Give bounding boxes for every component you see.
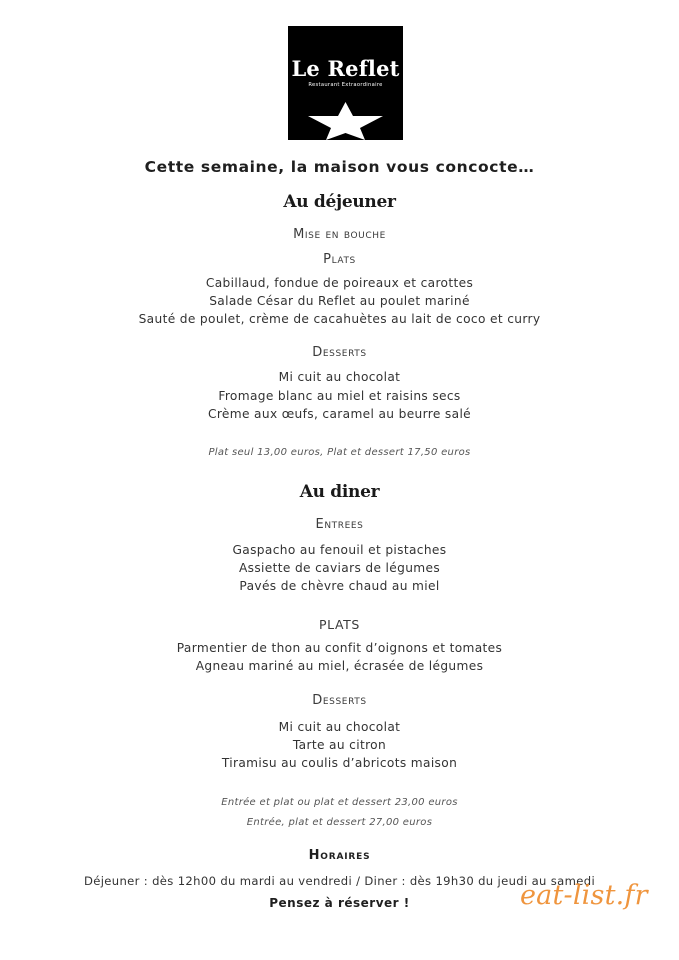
lunch-plat: Sauté de poulet, crème de cacahuètes au lait de coco et curry	[138, 312, 541, 326]
dinner-desserts-title: Desserts	[312, 693, 367, 708]
logo-name: Le Reflet	[291, 56, 400, 81]
lunch-dessert: Crème aux œufs, caramel au beurre salé	[207, 407, 472, 421]
star-icon	[308, 102, 383, 140]
dinner-plat: Agneau mariné au miel, écrasée de légumes	[195, 659, 484, 673]
reservation-reminder: Pensez à réserver !	[269, 896, 410, 910]
dinner-plat: Parmentier de thon au confit d’oignons et tomates	[176, 641, 503, 655]
hours-text: Déjeuner : dès 12h00 du mardi au vendredi / Diner : dès 19h30 du jeudi au samedi	[83, 874, 596, 888]
dinner-entree: Pavés de chèvre chaud au miel	[239, 579, 440, 593]
dinner-plats-title: PLATS	[319, 617, 360, 632]
lunch-mise-en-bouche: Mise en bouche	[293, 227, 386, 242]
lunch-dessert: Fromage blanc au miel et raisins secs	[218, 389, 461, 403]
hours-title: Horaires	[308, 848, 371, 863]
dinner-dessert: Tarte au citron	[292, 738, 387, 752]
dinner-price-2: Entrée, plat et dessert 27,00 euros	[246, 817, 433, 828]
dinner-price-1: Entrée et plat ou plat et dessert 23,00 euros	[221, 797, 458, 808]
dinner-dessert: Mi cuit au chocolat	[278, 720, 401, 734]
lunch-desserts-title: Desserts	[312, 345, 367, 360]
dinner-entrees-title: Entrees	[315, 517, 364, 532]
logo-tagline: Restaurant Extraordinaire	[308, 82, 383, 88]
lunch-plat: Cabillaud, fondue de poireaux et carottes	[205, 276, 474, 290]
lunch-price: Plat seul 13,00 euros, Plat et dessert 17,50 euros	[208, 447, 471, 458]
restaurant-logo	[288, 26, 403, 140]
lunch-dessert: Mi cuit au chocolat	[278, 370, 401, 384]
headline: Cette semaine, la maison vous concocte…	[144, 158, 535, 176]
dinner-title: Au diner	[299, 482, 380, 502]
watermark: eat-list.fr	[520, 880, 648, 911]
lunch-plat: Salade César du Reflet au poulet mariné	[209, 294, 470, 308]
lunch-plats-title: Plats	[323, 252, 356, 267]
dinner-entree: Assiette de caviars de légumes	[238, 561, 441, 575]
lunch-title: Au déjeuner	[283, 192, 396, 212]
dinner-entree: Gaspacho au fenouil et pistaches	[232, 543, 447, 557]
dinner-dessert: Tiramisu au coulis d’abricots maison	[221, 756, 458, 770]
